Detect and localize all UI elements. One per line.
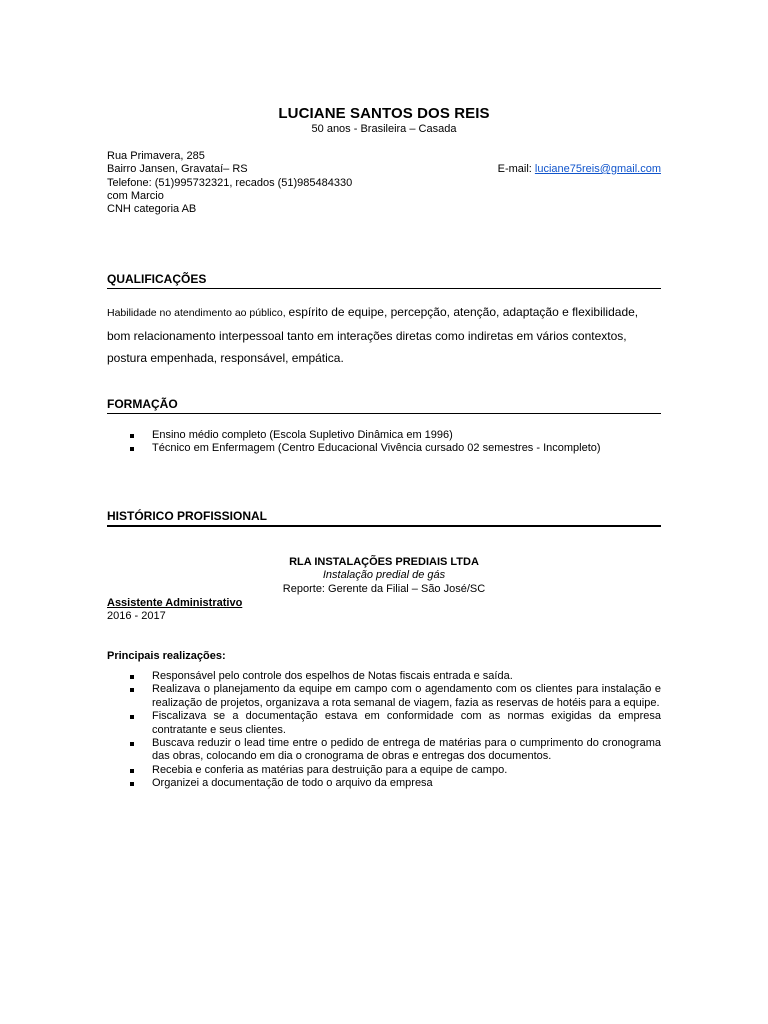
list-item: Recebia e conferia as matérias para destruição para a equipe de campo.: [107, 764, 661, 777]
email-link[interactable]: luciane75reis@gmail.com: [534, 163, 661, 175]
qualifications-heading: QUALIFICAÇÕES: [107, 272, 661, 289]
list-item: Responsável pelo controle dos espelhos de Notas fiscais entrada e saída.: [107, 670, 661, 683]
bullet-icon: [130, 675, 134, 679]
list-item: Organizei a documentação de todo o arquivo da empresa: [107, 777, 661, 790]
phone-line-cont: com Marcio: [107, 189, 164, 202]
driver-license: CNH categoria AB: [107, 203, 197, 216]
bullet-icon: [130, 742, 134, 746]
email-block: [498, 163, 661, 175]
qualifications-text-small: Habilidade no atendimento ao público,: [107, 307, 289, 319]
address-line-1: Rua Primavera, 285: [107, 150, 205, 162]
bullet-icon: [130, 715, 134, 719]
qualifications-text: [107, 301, 661, 370]
list-item: Fiscalizava se a documentação estava em conformidade com as normas exigidas da empresa contratante e seus clientes.: [107, 710, 661, 737]
education-heading: FORMAÇÃO: [107, 397, 661, 414]
education-list: [107, 429, 661, 456]
phone-line: Telefone: (51)995732321, recados (51)985484330: [107, 176, 353, 189]
email-label: E-mail:: [497, 163, 535, 175]
achievements-list: [107, 670, 661, 791]
bullet-icon: [130, 688, 134, 692]
history-heading: HISTÓRICO PROFISSIONAL: [107, 509, 661, 527]
achievements-heading: Principais realizações:: [107, 650, 226, 662]
resume-page: [107, 0, 661, 1024]
role-title: Assistente Administrativo: [107, 597, 243, 609]
role-period: 2016 - 2017: [107, 610, 166, 623]
bullet-icon: [130, 434, 134, 438]
bullet-icon: [130, 769, 134, 773]
company-block: [107, 556, 661, 596]
contact-block: [107, 150, 661, 216]
bullet-icon: [130, 447, 134, 451]
candidate-subtitle: 50 anos - Brasileira – Casada: [311, 123, 457, 135]
company-description: Instalação predial de gás: [322, 569, 446, 582]
company-name: RLA INSTALAÇÕES PREDIAIS LTDA: [289, 556, 479, 568]
list-item: Buscava reduzir o lead time entre o pedido de entrega de matérias para o cumprimento do cronograma das obras, colocando em dia o cronograma de obras e entregas dos documentos.: [107, 737, 661, 764]
candidate-name: LUCIANE SANTOS DOS REIS: [278, 105, 490, 122]
address-line-2: Bairro Jansen, Gravataí– RS: [107, 163, 248, 176]
list-item: Realizava o planejamento da equipe em campo com o agendamento com os clientes para instalação e realização de projetos, organizava a rota semanal de viagem, fazia as reservas de hotéis para a equipe.: [107, 683, 661, 710]
list-item: Ensino médio completo (Escola Supletivo Dinâmica em 1996): [107, 429, 661, 442]
list-item: Técnico em Enfermagem (Centro Educacional Vivência cursado 02 semestres - Incompleto): [107, 442, 661, 455]
qualifications-text-main: espírito de equipe, percepção, atenção, adaptação e flexibilidade, bom relacionamento interpessoal tanto em interações diretas como indiretas em vários contextos, postura empenhada, responsável, empática.: [107, 305, 639, 365]
company-report: Reporte: Gerente da Filial – São José/SC: [282, 582, 486, 595]
role-block: [107, 597, 242, 624]
bullet-icon: [130, 782, 134, 786]
